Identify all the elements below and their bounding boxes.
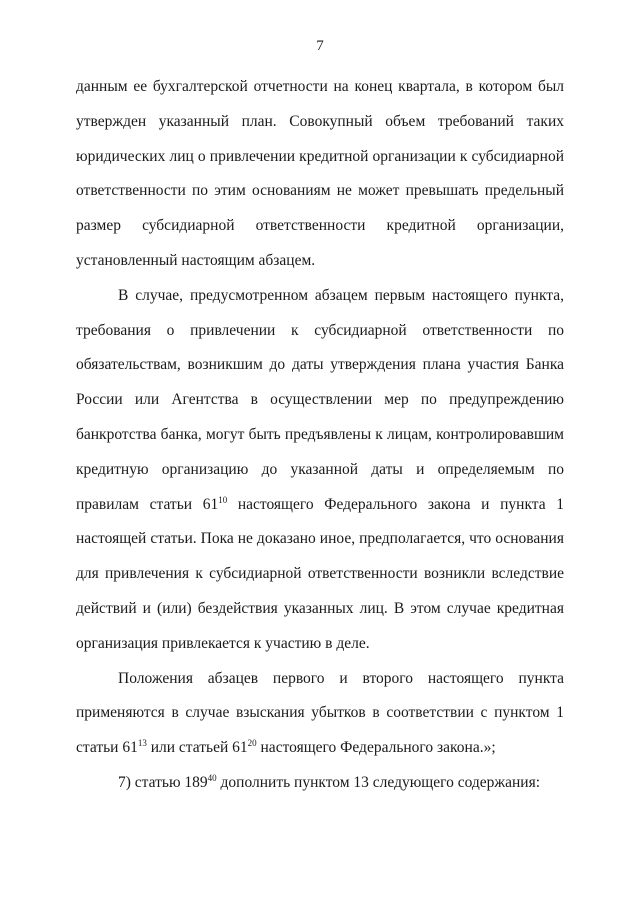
paragraph-text: Положения абзацев первого и второго настоящего пункта применяются в случае взыскания убытков в соответствии с пунктом 1 статьи 61: [76, 669, 564, 757]
paragraph-text: настоящего Федерального закона и пункта 1 настоящей статьи. Пока не доказано иное, предполагается, что основания для привлечения к субсидиарной ответственности возникли вследствие действий и (или) бездействия указанных лиц. В этом случае кредитная организация привлекается к участию в деле.: [76, 495, 565, 652]
paragraph-text: 7) статью 189: [118, 773, 208, 791]
paragraph-continuation: [76, 70, 564, 279]
superscript: 40: [207, 772, 217, 783]
paragraph-text: дополнить пунктом 13 следующего содержания:: [216, 773, 541, 791]
superscript: 20: [247, 738, 257, 749]
paragraph-text: настоящего Федерального закона.»;: [256, 739, 496, 757]
document-body: [76, 70, 564, 801]
paragraph-amendment-item-7: [76, 766, 564, 801]
paragraph-subsidiary-liability: [76, 279, 564, 662]
paragraph-text: или статьей 61: [146, 739, 248, 757]
page-number: 7: [316, 38, 324, 54]
paragraph-text: В случае, предусмотренном абзацем первым настоящего пункта, требования о привлечении к субсидиарной ответственности по обязательствам, возникшим до даты утверждения плана участия Банка России или Агентства в осуществлении мер по предупреждению банкротства банка, могут быть предъявлены к лицам, контролировавшим кредитную организацию до указанной даты и определяемым по правилам статьи 61: [76, 286, 564, 513]
superscript: 10: [218, 494, 228, 505]
paragraph-text: данным ее бухгалтерской отчетности на конец квартала, в котором был утвержден указанный план. Совокупный объем требований таких юридических лиц о привлечении кредитной организации к субсидиарной ответственности по этим основаниям не может превышать предельный размер субсидиарной ответственности кредитной организации, установленный настоящим абзацем.: [76, 78, 564, 269]
paragraph-damages-provisions: [76, 662, 564, 766]
superscript: 13: [137, 738, 147, 749]
